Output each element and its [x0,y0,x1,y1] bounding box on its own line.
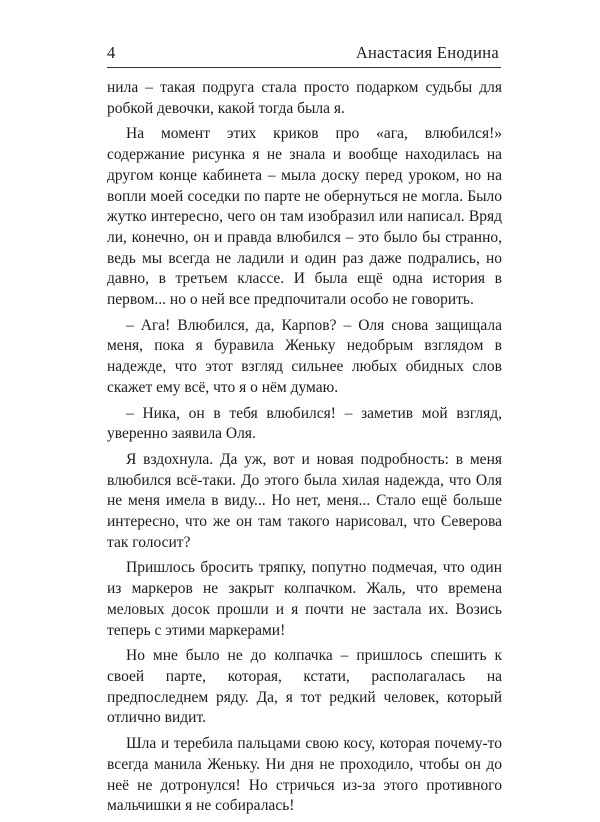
header-rule [107,67,501,68]
running-title: Анастасия Енодина [355,43,499,62]
paragraph-6: Пришлось бросить тряпку, попутно подмечая, что один из маркеров не закрыт колпачком. Жаль, что времена меловых досок прошли и я почти не застала их. Возись теперь с этими маркерами! [107,559,502,639]
paragraph-4: – Ника, он в тебя влюбился! – заметив мой взгляд, уверенно заявила Оля. [107,404,502,443]
paragraph-7: Но мне было не до колпачка – пришлось спешить к своей парте, которая, кстати, располагалась на предпоследнем ряду. Да, я тот редкий человек, который отлично видит. [107,647,502,727]
page-number: 4 [107,43,116,62]
paragraph-8: Шла и теребила пальцами свою косу, которая почему-то всегда манила Женьку. Ни дня не проходило, чтобы он до неё не дотронулся! Но стричься из-за этого противного мальчишки я не собиралась! [107,735,502,815]
paragraph-3: – Ага! Влюбился, да, Карпов? – Оля снова защищала меня, пока я буравила Женьку недобрым взглядом в надежде, что этот взгляд сильнее любых обидных слов скажет ему всё, что я о нём думаю. [107,316,502,396]
running-head [107,43,501,65]
paragraph-1: нила – такая подруга стала просто подарком судьбы для робкой девочки, какой тогда была я. [107,79,502,117]
paragraph-5: Я вздохнула. Да уж, вот и новая подробность: в меня влюбился всё-таки. До этого была хилая надежда, что Оля не меня имела в виду... Но нет, меня... Стало ещё больше интересно, что же он там такого нарисовал, что Северова так голосит? [107,450,502,551]
paragraph-2: На момент этих криков про «ага, влюбился!» содержание рисунка я не знала и вообще находилась на другом конце кабинета – мыла доску перед уроком, но на вопли моей соседки по парте не обернуться не могла. Было жутко интересно, чего он там изобразил или написал. Вряд ли, конечно, он и правда влюбился – это было бы странно, ведь мы всегда не ладили и один раз даже подрались, но давно, в третьем классе. И была ещё одна история в первом... но о ней все предпочитали особо не говорить. [107,125,502,309]
body-text [107,78,502,822]
